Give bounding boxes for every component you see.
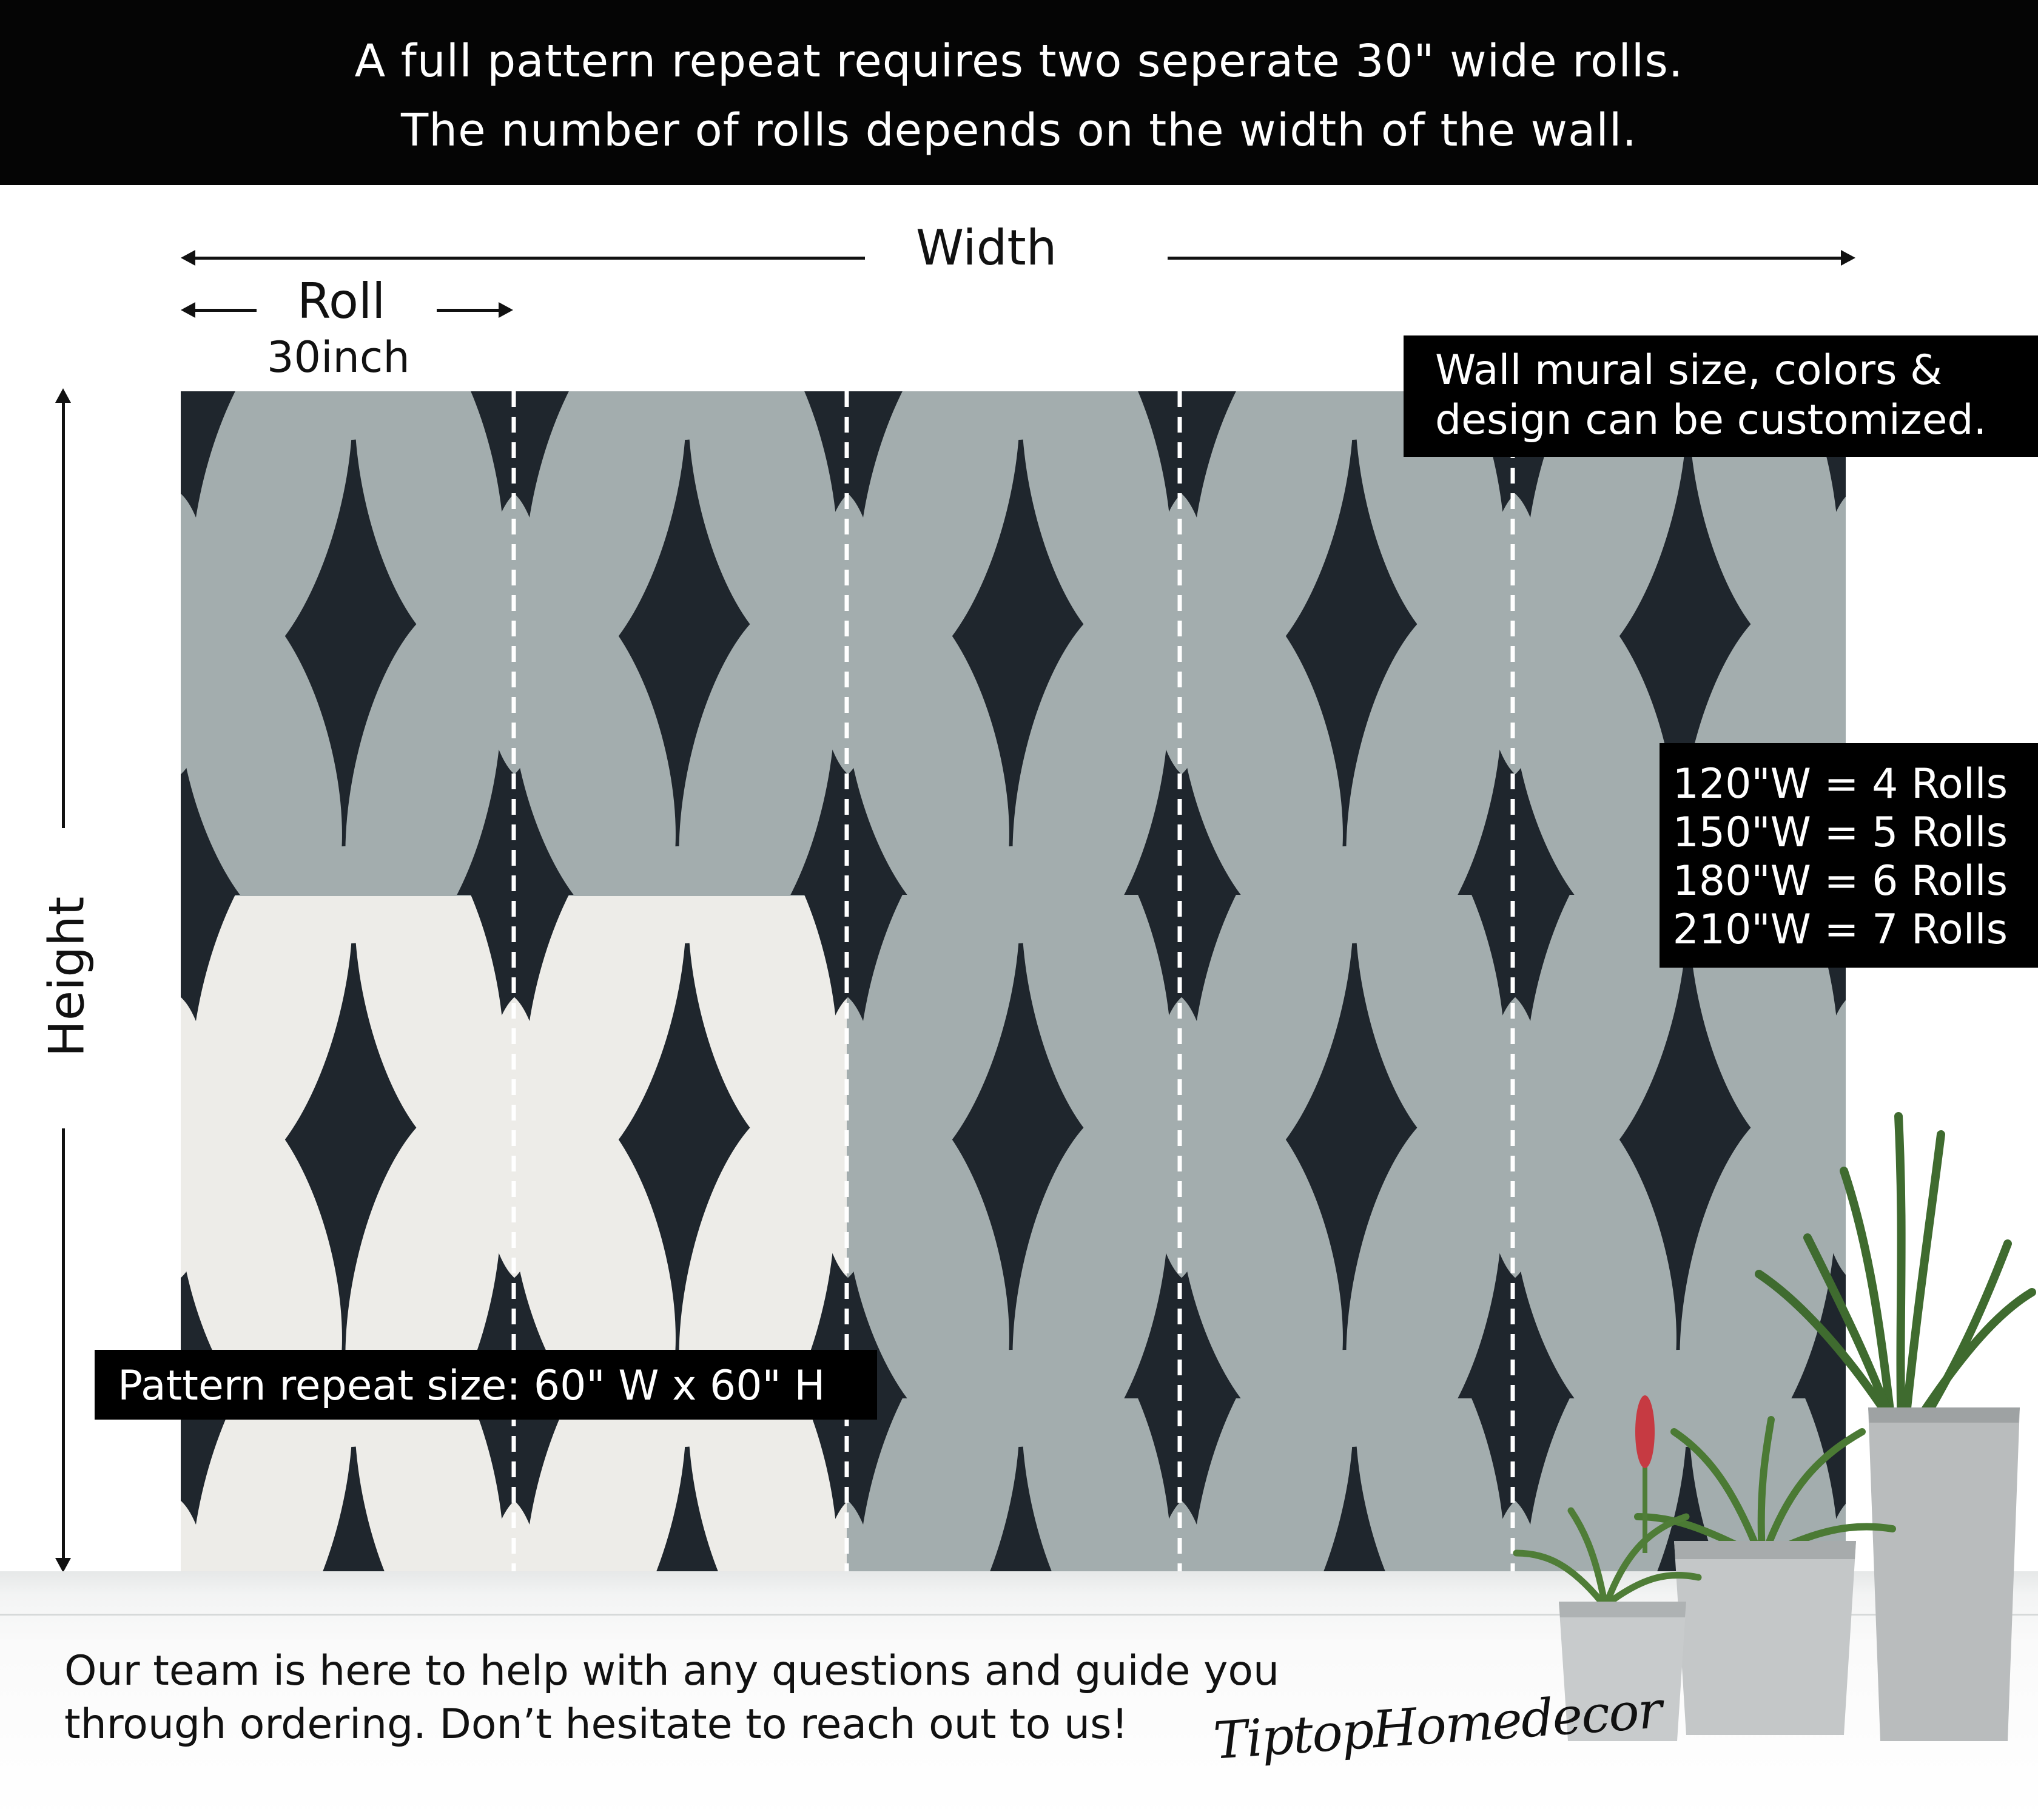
pattern-repeat-note: [95, 1350, 877, 1420]
roll-count-row: 210"W = 7 Rolls: [1672, 906, 2008, 954]
pattern-repeat-text: Pattern repeat size: 60" W x 60" H: [118, 1362, 826, 1410]
customize-note: [1404, 335, 2038, 457]
roll-count-row: 150"W = 5 Rolls: [1672, 809, 2008, 857]
potted-plants-image: [1504, 1092, 2038, 1759]
footer-line-2: through ordering. Don’t hesitate to reach out to us!: [64, 1700, 1128, 1748]
roll-size: 30inch: [267, 332, 410, 382]
roll-arrow-right-icon: [499, 302, 513, 318]
roll-count-row: 120"W = 4 Rolls: [1672, 760, 2008, 808]
top-banner: [0, 0, 2038, 185]
height-label: Height: [38, 896, 95, 1057]
width-line-right: [1168, 257, 1842, 260]
height-line-bottom: [62, 1128, 65, 1559]
roll-label: Roll: [297, 273, 386, 329]
customize-note-line-2: design can be customized.: [1435, 396, 1987, 444]
roll-count-row: 180"W = 6 Rolls: [1672, 857, 2008, 905]
brand-signature-logo: TiptopHomedecor: [1211, 1680, 1663, 1771]
footer-line-1: Our team is here to help with any questions and guide you: [64, 1647, 1280, 1695]
customize-note-line-1: Wall mural size, colors &: [1435, 346, 1943, 394]
width-arrow-right-icon: [1841, 250, 1855, 266]
width-label: Width: [916, 220, 1057, 276]
height-line-top: [62, 400, 65, 828]
height-arrow-down-icon: [55, 1558, 71, 1572]
banner-line-2: The number of rolls depends on the width of the wall.: [400, 104, 1638, 157]
roll-line-right: [437, 309, 500, 312]
banner-line-1: A full pattern repeat requires two seperate 30" wide rolls.: [354, 35, 1684, 87]
roll-line-left: [193, 309, 257, 312]
width-line-left: [193, 257, 865, 260]
roll-count-table: [1660, 743, 2038, 968]
